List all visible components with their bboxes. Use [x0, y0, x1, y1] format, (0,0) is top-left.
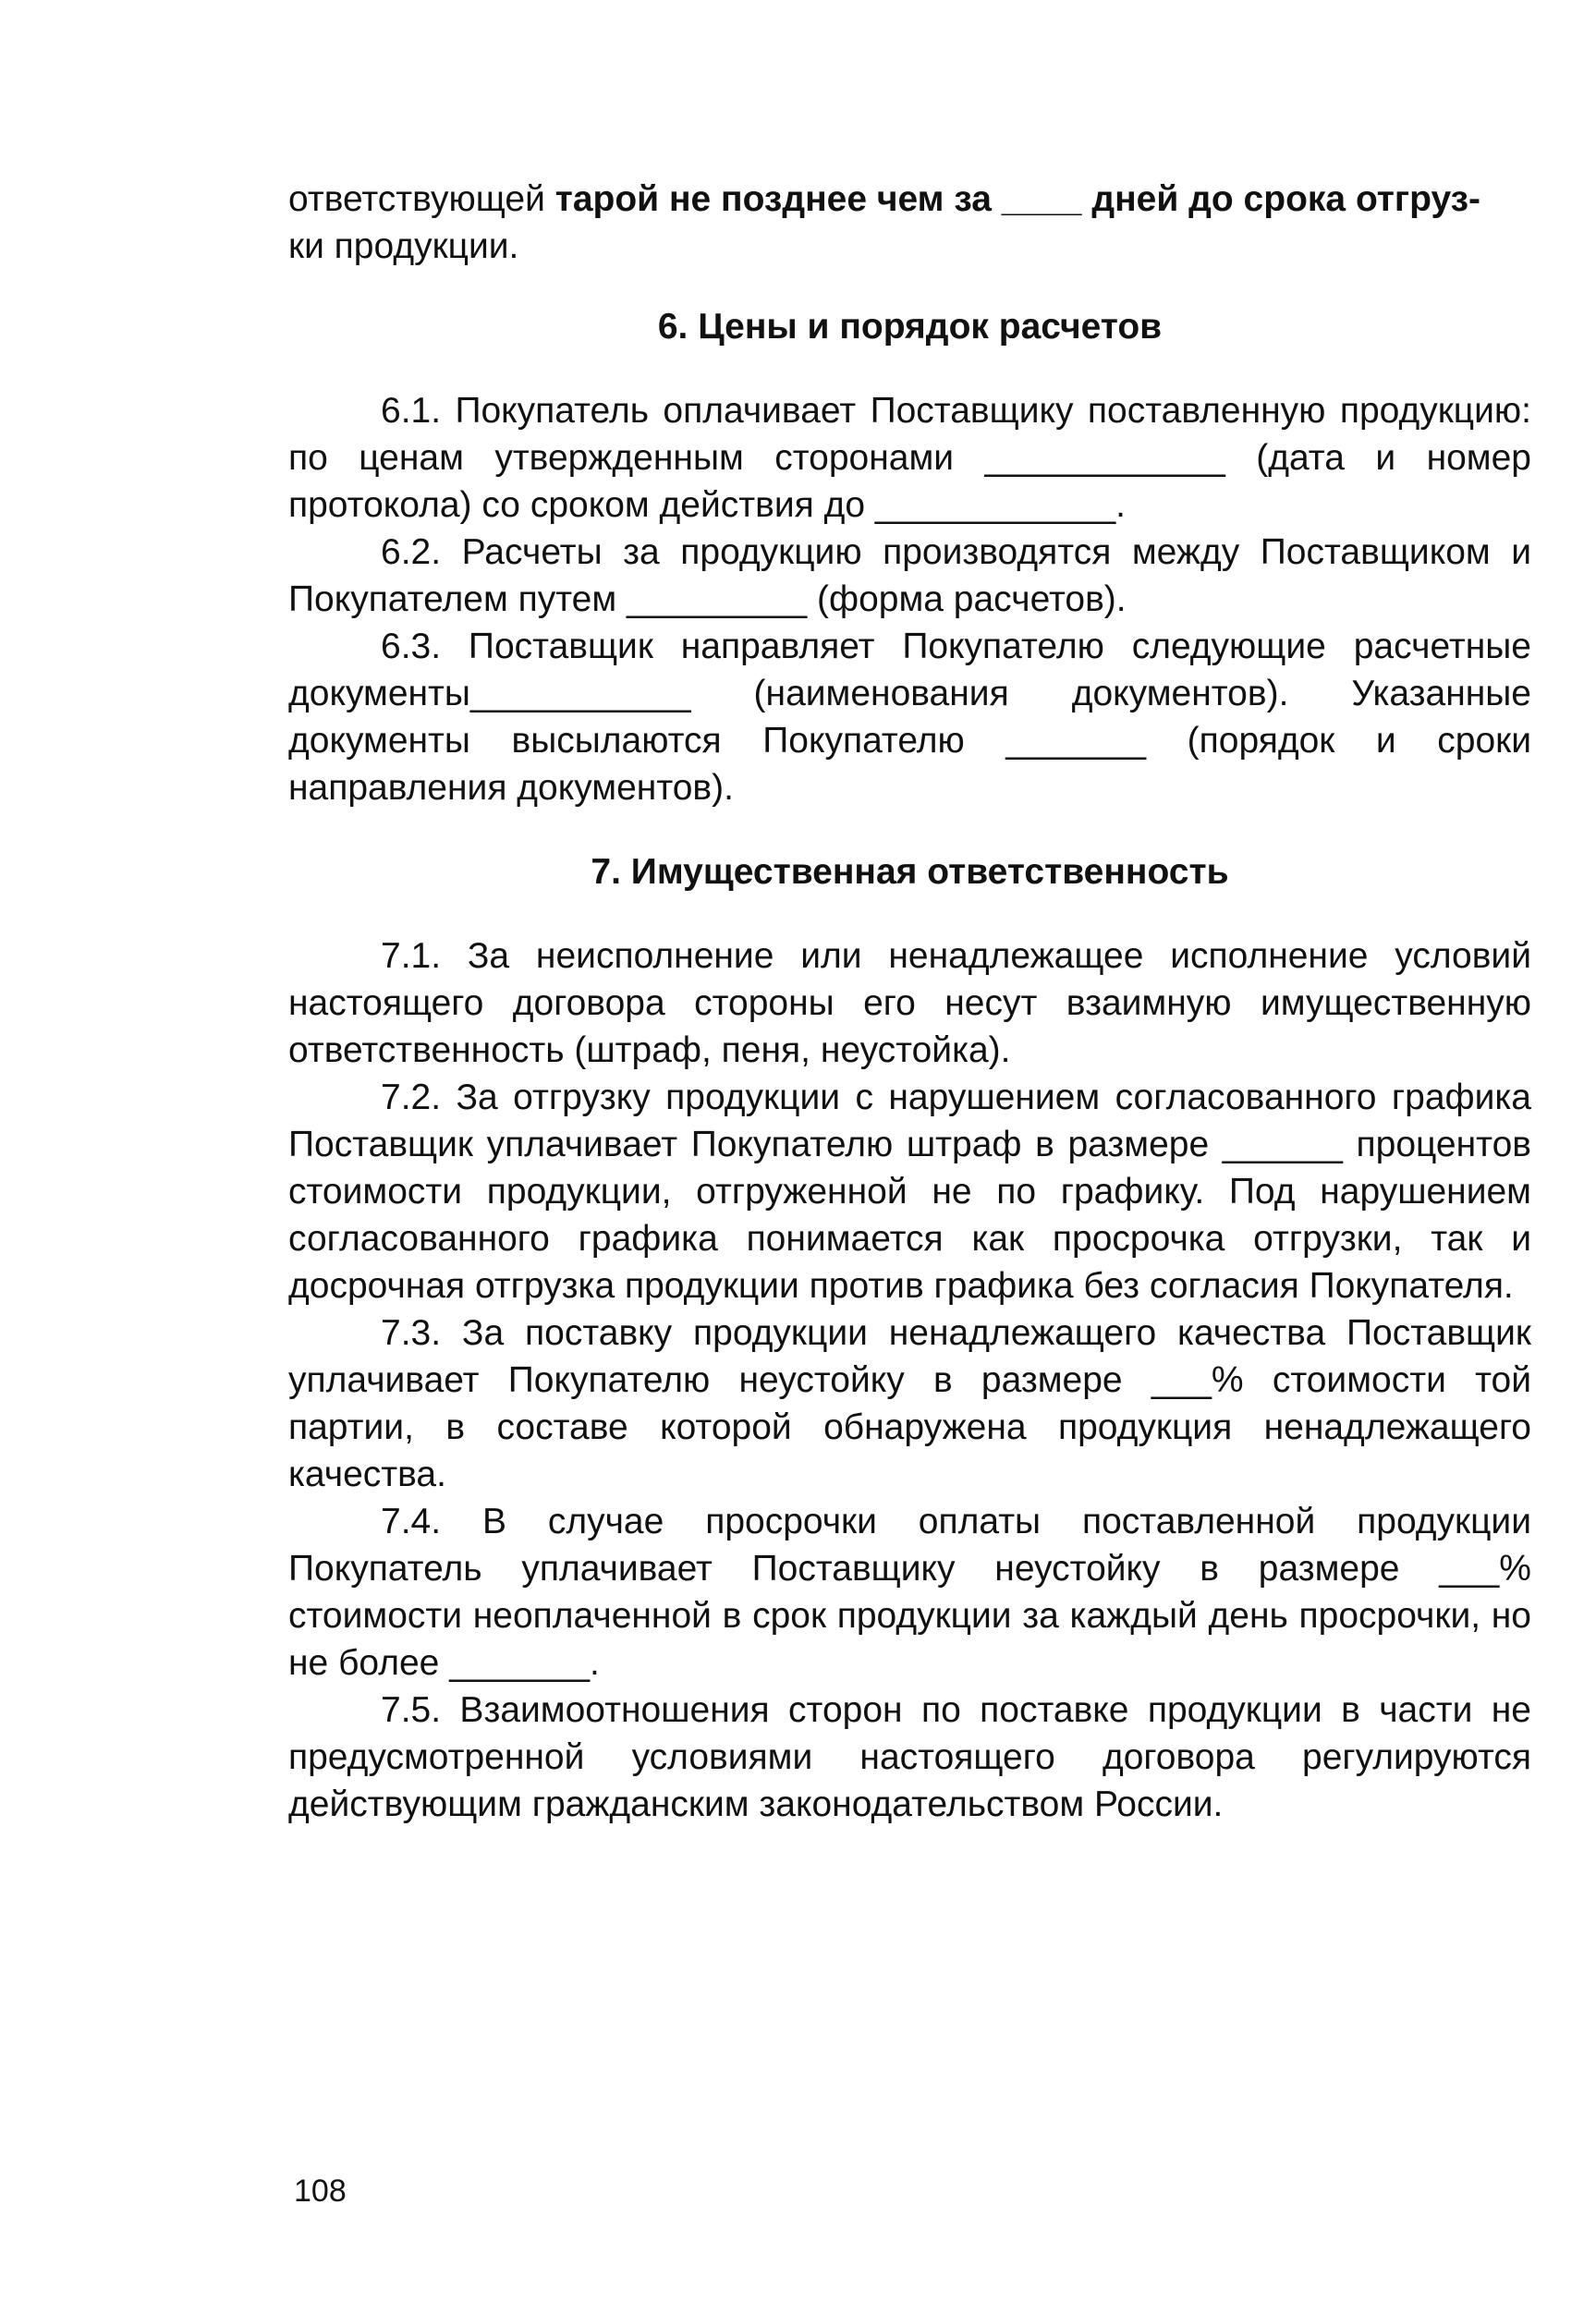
continuation-end-text: ки продукции.: [288, 226, 519, 266]
document-page: [288, 176, 1531, 1828]
clause-7-3: 7.3. За поставку продукции ненадлежащего качества Поставщик уплачивает Покупателю неустойку в размере ___% стоимости той партии, в составе которой обнаружена продукция ненадлежащего качества.: [288, 1313, 1531, 1494]
continuation-text: ответствующей: [288, 179, 555, 219]
clause-6-2: 6.2. Расчеты за продукцию производятся между Поставщиком и Покупателем путем _________ (форма расчетов).: [288, 532, 1531, 619]
section-7-heading: 7. Имущественная ответственность: [591, 852, 1229, 892]
clause-7-4: 7.4. В случае просрочки оплаты поставленной продукции Покупатель уплачивает Поставщику неустойку в размере ___% стоимости неоплаченной в срок продукции за каждый день просрочки, но не более _______.: [288, 1502, 1531, 1683]
section-6-heading: 6. Цены и порядок расчетов: [657, 307, 1163, 347]
page-number: 108: [294, 2174, 347, 2209]
clause-6-3: 6.3. Поставщик направляет Покупателю следующие расчетные документы___________ (наименования документов). Указанные документы высылаются Покупателю _______ (порядок и сроки направления документов).: [288, 627, 1531, 808]
clause-7-2: 7.2. За отгрузку продукции с нарушением согласованного графика Поставщик уплачивает Покупателю штраф в размере ______ процентов стоимости продукции, отгруженной не по графику. Под нарушением согласованного графика понимается как просрочка отгрузки, так и досрочная отгрузка продукции против графика без согласия Покупателя.: [288, 1078, 1531, 1306]
clause-6-1: 6.1. Покупатель оплачивает Поставщику поставленную продукцию: по ценам утвержденным сторонами ____________ (дата и номер протокола) со сроком действия до ____________.: [288, 391, 1531, 525]
clause-7-1: 7.1. За неисполнение или ненадлежащее исполнение условий настоящего договора стороны его несут взаимную имущественную ответственность (штраф, пеня, неустойка).: [288, 936, 1531, 1070]
continuation-paragraph: [288, 176, 1531, 270]
continuation-bold-text: тарой не позднее чем за ____ дней до срока отгруз-: [554, 179, 1480, 219]
clause-7-5: 7.5. Взаимоотношения сторон по поставке продукции в части не предусмотренной условиями настоящего договора регулируются действующим гражданским законодательством России.: [288, 1690, 1531, 1824]
